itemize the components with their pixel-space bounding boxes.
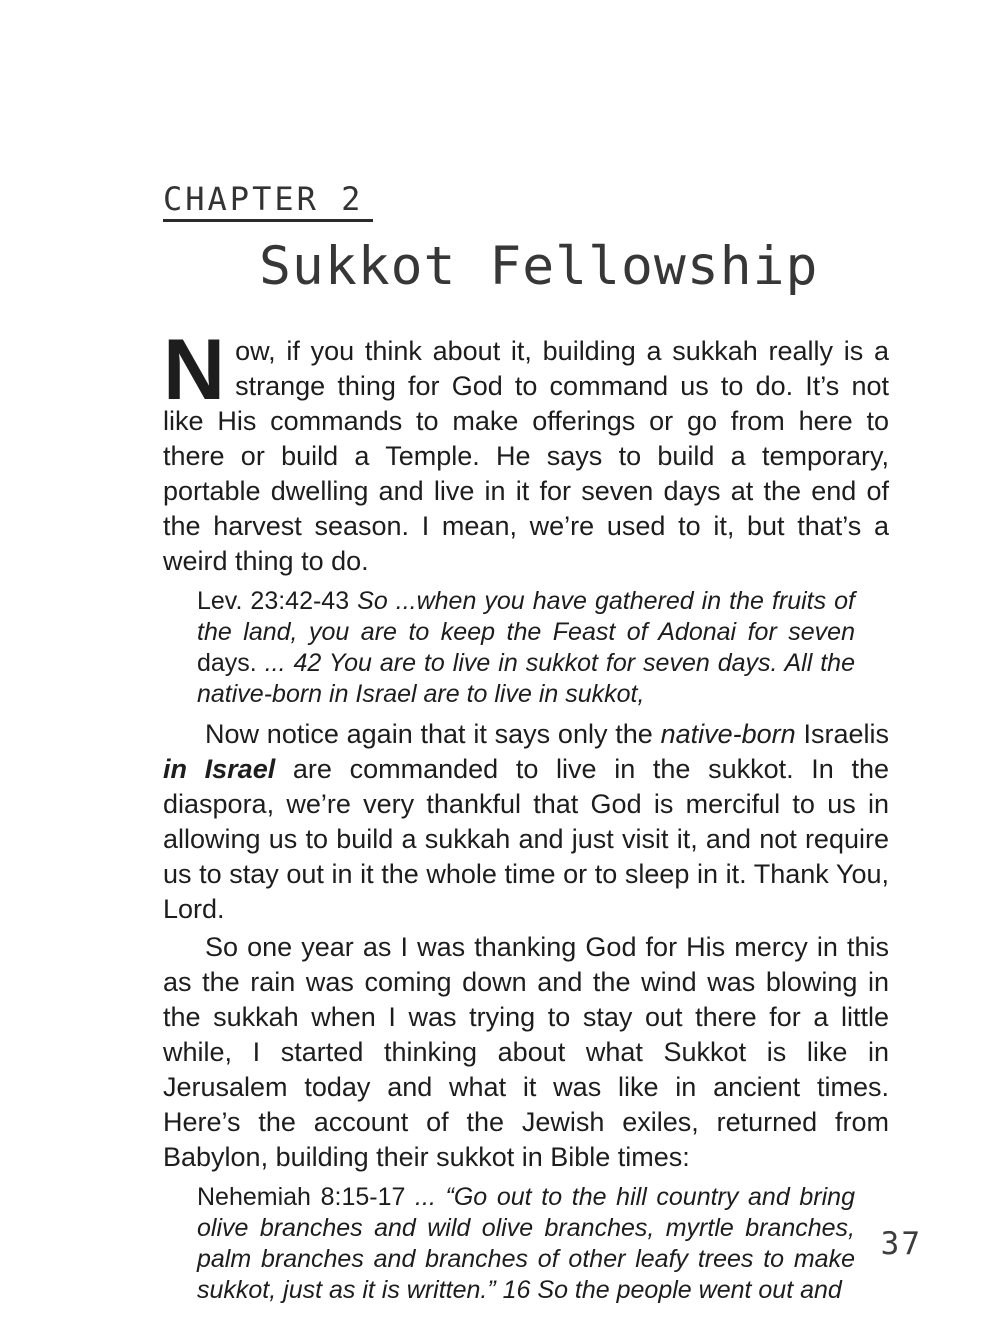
scripture-quote-nehemiah: Nehemiah 8:15-17 ... “Go out to the hill country and bring olive branches and wild olive branches, myrtle branches, palm branches and branches of other leafy trees to make sukkot, just as it is written.” 16 So the people went out and	[197, 1183, 855, 1304]
chapter-label: CHAPTER 2	[163, 183, 373, 222]
page-number: 37	[880, 1226, 922, 1262]
scripture-quote-leviticus: Lev. 23:42-43 So ...when you have gathered in the fruits of the land, you are to keep the Feast of Adonai for seven days. ... 42 You are to live in sukkot for seven days. All the native-born in Israel are to live in sukkot,	[197, 587, 856, 708]
chapter-heading	[163, 180, 889, 222]
paragraph-text: ow, if you think about it, building a sukkah really is a strange thing for God to command us to do. It’s not like His commands to make offerings or go from here to there or build a Temple. He says to build a temporary, portable dwelling and live in it for seven days at the end of the harvest season. I mean, we’re used to it, but that’s a weird thing to do.	[163, 336, 889, 576]
paragraph-body: Now notice again that it says only the native-born Israelis in Israel are commanded to live in the sukkot. In the diaspora, we’re very thankful that God is merciful to us in allowing us to build a sukkah and just visit it, and not require us to stay out in it the whole time or to sleep in it. Thank You, Lord.	[163, 719, 890, 924]
dropcap-letter: N	[163, 322, 226, 418]
page-content	[163, 180, 890, 1313]
chapter-title: Sukkot Fellowship	[259, 236, 819, 297]
paragraph-body: So one year as I was thanking God for His mercy in this as the rain was coming down and the wind was blowing in the sukkah when I was trying to stay out there for a little while, I started thinking about what Sukkot is like in Jerusalem today and what it was like in ancient times. Here’s the account of the Jewish exiles, returned from Babylon, building their sukkot in Bible times:	[163, 932, 889, 1172]
paragraph-dropcap	[163, 322, 889, 579]
